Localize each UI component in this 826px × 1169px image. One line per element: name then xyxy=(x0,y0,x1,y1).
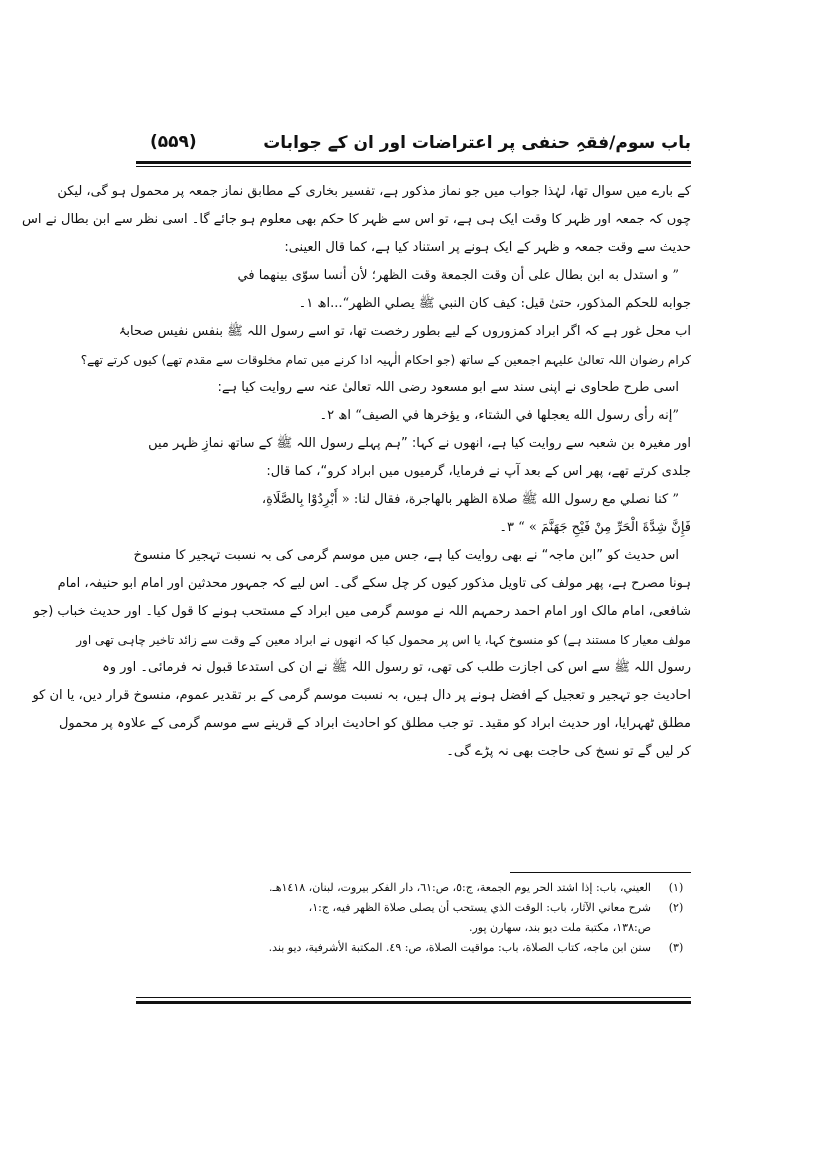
footnotes xyxy=(136,878,691,958)
text-line: احادیث جو تہجیر و تعجیل کے افضل ہونے پر دال ہیں، بہ نسبت موسم گرمی کے بر تقدیر عموم، منسوخ قرار دیں، یا ان کو xyxy=(32,688,691,703)
chapter-title: باب سوم/فقہِ حنفی پر اعتراضات اور ان کے جوابات xyxy=(263,133,691,153)
footnote-separator xyxy=(510,872,691,873)
text-line: شافعی، امام مالک اور امام احمد رحمہم اللہ نے موسم گرمی میں ابراد کے مستحب ہونے کا قول کیا۔ اور حدیث خباب (جو xyxy=(33,604,691,619)
arabic-quote-line: ” كنا نصلي مع رسول الله ﷺ صلاة الظهر بالهاجرة، فقال لنا: « أَبْرِدُوْا بِالصَّلَاةِ، xyxy=(261,492,679,507)
footnote-2 xyxy=(136,898,691,938)
footnote-text-cont: ص:١٣٨، مكتبة ملت ديو بند، سهارن پور. xyxy=(468,921,651,934)
text-line: ہونا مصرح ہے، پھر مولف کی تاویل مذکور کیوں کر چل سکے گی۔ اس لیے کہ جمہور محدثین اور امام ابو حنیفہ، امام xyxy=(57,576,691,591)
text-line: حدیث سے وقت جمعہ و ظہر کے ایک ہونے پر استناد کیا ہے، کما قال العینی: xyxy=(284,240,691,255)
text-line: کر لیں گے تو نسخ کی حاجت بھی نہ پڑے گی۔ xyxy=(446,744,691,759)
text-line: کے بارے میں سوال تھا، لہٰذا جواب میں جو نماز مذکور ہے، تفسیر بخاری کے مطابق نماز جمعہ پر محمول ہو گی، لیکن xyxy=(57,184,691,199)
arabic-quote-line: ” و استدل به ابن بطال على أن وقت الجمعة وقت الظهر؛ لأن أنسا سوّى بينهما في xyxy=(237,268,679,283)
footnote-number: (۳) xyxy=(668,941,684,954)
text-line: مولف معیار کا مستند ہے) کو منسوخ کہا، یا اس پر محمول کیا کہ انھوں نے ابراد معین کے وقت سے زائد تاخیر چاہی تھی اور xyxy=(76,633,691,647)
page-number: (۵۵۹) xyxy=(150,132,197,152)
arabic-quote-line: ”إنه رأى رسول الله يعجلها في الشتاء، و يؤخرها في الصيف“ اھ ۲۔ xyxy=(319,408,679,423)
text-line: مطلق ٹھہرایا، اور حدیث ابراد کو مقید۔ تو جب مطلق کو احادیث ابراد کے قرینے سے موسم گرمی کے علاوہ پر محمول xyxy=(58,716,691,731)
header-rule xyxy=(136,161,691,164)
text-line: رسول اللہ ﷺ سے اس کی اجازت طلب کی تھی، تو رسول اللہ ﷺ نے ان کی استدعا قبول نہ فرمائی۔ اور وہ xyxy=(102,660,691,675)
text-line: اور مغیرہ بن شعبہ سے روایت کیا ہے، انھوں نے کہا: ”ہم پہلے رسول اللہ ﷺ کے ساتھ نمازِ ظہر میں xyxy=(148,436,691,451)
arabic-quote-line: جوابه للحكم المذكور، حتىٰ قيل: كيف كان النبي ﷺ يصلي الظهر“...اھ ۱۔ xyxy=(298,296,691,311)
footnote-text: العيني، باب: إذا اشتد الحر يوم الجمعة، ج:٥، ص:٦١، دار الفكر بيروت، لبنان، ١٤١٨هـ. xyxy=(268,881,651,894)
text-line: جلدی کرتے تھے، پھر اس کے بعد آپ نے فرمایا، گرمیوں میں ابراد کرو“، کما قال: xyxy=(266,464,691,479)
footnote-1 xyxy=(136,878,691,898)
text-line: کرام رضوان اللہ تعالیٰ علیہم اجمعین کے ساتھ (جو احکام الٰہیہ ادا کرنے میں تمام مخلوقات سے مقدم تھے) کیوں کرتے تھے؟ xyxy=(80,353,691,367)
footnote-number: (۲) xyxy=(668,901,684,914)
text-line: اسی طرح طحاوی نے اپنی سند سے ابو مسعود رضی اللہ تعالیٰ عنہ سے روایت کیا ہے: xyxy=(217,380,679,395)
arabic-quote-line: فَإِنَّ شِدَّةَ الْحَرِّ مِنْ فَيْحِ جَهَنَّمَ » “ ۳۔ xyxy=(499,520,691,535)
footnote-text: شرح معاني الآثار، باب: الوقت الذي يستحب أن يصلى صلاة الظهر فيه، ج:١، xyxy=(308,901,651,914)
footer-rule-thin xyxy=(136,997,691,998)
footer-rule xyxy=(136,1001,691,1004)
footnote-3 xyxy=(136,938,691,958)
footnote-number: (۱) xyxy=(668,881,684,894)
footnote-text: سنن ابن ماجه، كتاب الصلاة، باب: مواقيت الصلاة، ص: ٤٩. المكتبة الأشرفية، ديو بند. xyxy=(268,941,651,954)
main-text xyxy=(22,178,691,766)
page-header xyxy=(136,126,691,158)
text-line: اس حدیث کو ”ابن ماجہ“ نے بھی روایت کیا ہے، جس میں موسم گرمی کی بہ نسبت تہجیر کا منسوخ xyxy=(133,548,679,563)
text-line: چوں کہ جمعہ اور ظہر کا وقت ایک ہی ہے، تو اس سے ظہر کا حکم بھی معلوم ہو جائے گا۔ اسی نظر سے ابن بطال نے اس xyxy=(22,212,691,227)
header-rule-thin xyxy=(136,166,691,167)
text-line: اب محل غور ہے کہ اگر ابراد کمزوروں کے لیے بطور رخصت تھا، تو اسے رسول اللہ ﷺ بنفس نفیس صحابۂ xyxy=(118,324,691,339)
